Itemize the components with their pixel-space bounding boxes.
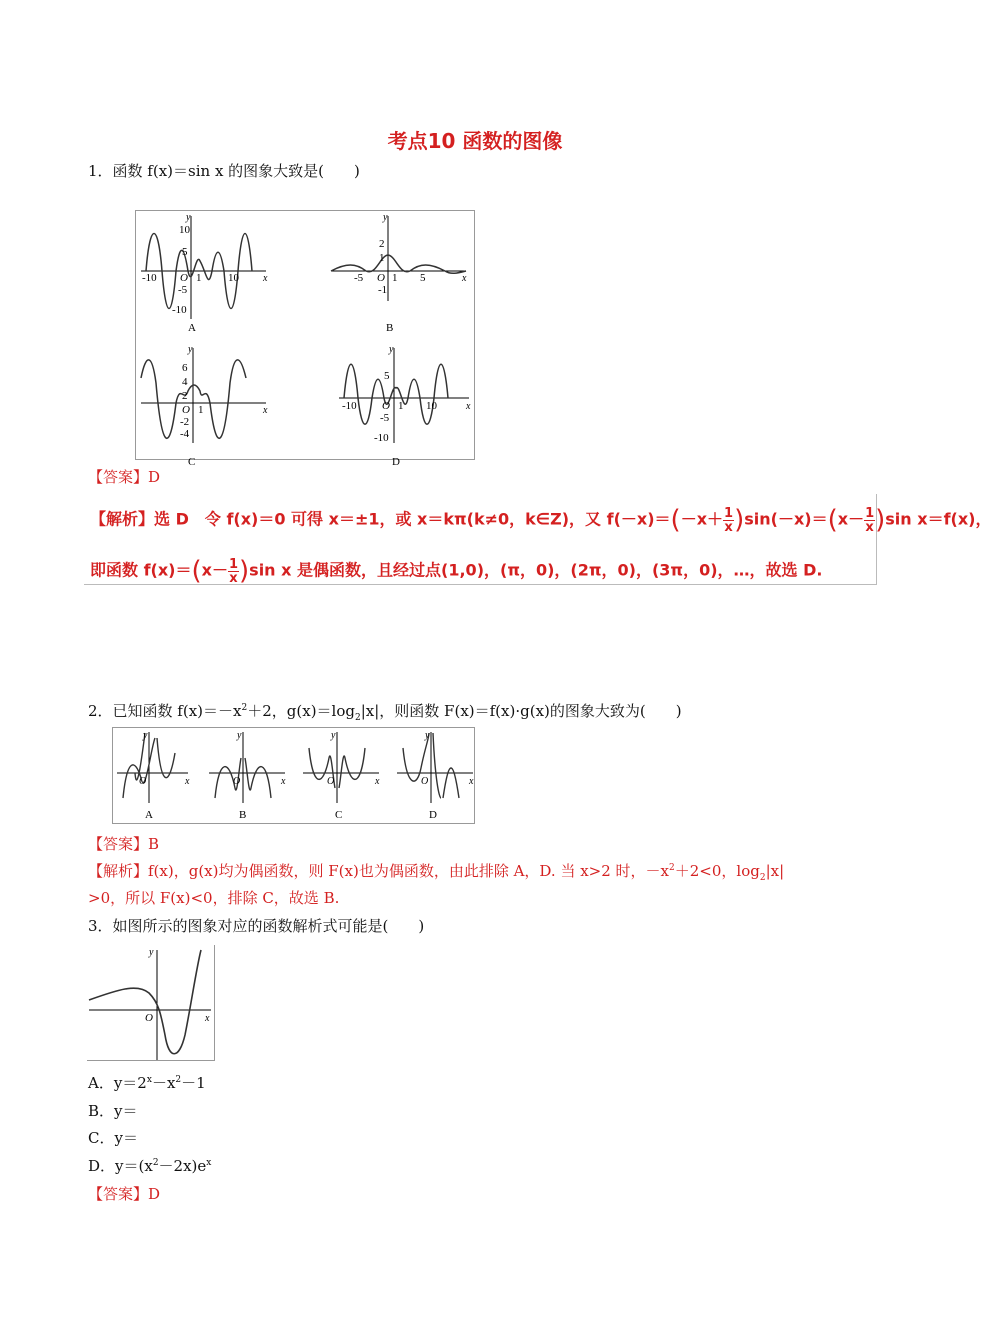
q2-options-figure — [112, 727, 475, 824]
svg-text:O: O — [145, 1012, 153, 1024]
question-1-text: 1．函数 f(x)＝sin x 的图象大致是( ) — [88, 162, 360, 180]
svg-text:6: 6 — [182, 362, 188, 374]
svg-text:-2: -2 — [180, 416, 190, 428]
svg-text:y: y — [425, 730, 430, 741]
svg-text:1: 1 — [392, 272, 398, 284]
q3-option-c: C．y＝ — [88, 1129, 138, 1147]
q1-graphs — [136, 211, 474, 468]
svg-text:-4: -4 — [180, 428, 190, 440]
svg-text:x: x — [466, 401, 471, 412]
svg-text:B: B — [239, 809, 247, 821]
q3-graph — [87, 945, 214, 1060]
graph2-a — [117, 730, 190, 821]
option-a-label: A — [188, 322, 196, 334]
tick-a-10: 10 — [179, 224, 190, 236]
svg-text:-5: -5 — [354, 272, 364, 284]
svg-text:-5: -5 — [178, 284, 188, 296]
q3-figure — [87, 945, 215, 1061]
q3-option-a: A．$y=2^x-x^2-1$ — [88, 1074, 206, 1092]
svg-text:1: 1 — [198, 404, 204, 416]
svg-text:O: O — [182, 404, 190, 416]
svg-text:-10: -10 — [374, 432, 389, 444]
svg-text:O: O — [180, 272, 188, 284]
svg-text:O: O — [421, 776, 429, 787]
svg-text:y: y — [186, 212, 191, 223]
q1-options-figure — [135, 210, 475, 468]
svg-text:-5: -5 — [380, 412, 390, 424]
option-c-label: C — [188, 456, 196, 468]
svg-text:1: 1 — [398, 400, 404, 412]
svg-text:-10: -10 — [342, 400, 357, 412]
svg-text:x: x — [205, 1013, 210, 1024]
graph-c — [141, 344, 268, 468]
q1-analysis-line-2: 即函数 f(x)＝(x－ $\frac{1}{x}$ )sin x 是偶函数，且经过点(1,0)，(π，0)，(2π，0)，(3π，0)，…，故选 D. — [90, 556, 823, 586]
svg-text:5: 5 — [182, 246, 188, 258]
svg-text:2: 2 — [379, 238, 385, 250]
graph2-c — [303, 730, 380, 821]
graph-a — [141, 212, 268, 334]
graph2-b — [209, 730, 286, 821]
option-b-label: B — [386, 322, 394, 334]
svg-text:x: x — [263, 405, 268, 416]
svg-text:C: C — [335, 809, 343, 821]
svg-text:2: 2 — [182, 390, 188, 402]
svg-text:y: y — [237, 730, 242, 741]
svg-text:x: x — [462, 273, 467, 284]
q2-analysis-line-1: 【解析】f(x)，g(x)均为偶函数，则 F(x)也为偶函数，由此排除 A，D. 当 x>2 时，$-x^2+2<0$，$\log_2|x|$ — [88, 862, 785, 883]
page-title: 考点10 函数的图像 — [387, 129, 563, 153]
svg-text:O: O — [382, 400, 390, 412]
svg-text:x: x — [375, 776, 380, 787]
svg-text:5: 5 — [384, 370, 390, 382]
graph-d — [339, 344, 471, 468]
question-3-text: 3．如图所示的图象对应的函数解析式可能是( ) — [88, 917, 425, 935]
svg-text:A: A — [145, 809, 153, 821]
q3-answer: 【答案】D — [88, 1185, 161, 1203]
svg-text:x: x — [185, 776, 190, 787]
svg-text:y: y — [188, 344, 193, 355]
svg-text:y: y — [149, 947, 154, 958]
svg-text:x: x — [281, 776, 286, 787]
svg-text:O: O — [327, 776, 335, 787]
svg-text:y: y — [389, 344, 394, 355]
svg-text:10: 10 — [426, 400, 437, 412]
svg-text:O: O — [233, 776, 241, 787]
svg-text:1: 1 — [196, 272, 202, 284]
graph-b — [331, 212, 467, 334]
question-2-text: 2．已知函数 $f(x)=-x^2+2$，$g(x)=\log_2|x|$，则函数 F(x)＝f(x)·g(x)的图象大致为( ) — [88, 702, 682, 723]
svg-text:y: y — [331, 730, 336, 741]
svg-text:-1: -1 — [378, 284, 388, 296]
option-d-label: D — [392, 456, 400, 468]
q2-analysis-line-2: >0，所以 F(x)<0，排除 C，故选 B. — [88, 889, 340, 907]
svg-text:y: y — [383, 212, 388, 223]
svg-text:10: 10 — [228, 272, 239, 284]
q1-answer: 【答案】D — [88, 468, 161, 486]
svg-text:D: D — [429, 809, 437, 821]
q2-graphs — [113, 728, 474, 823]
graph2-d — [397, 730, 474, 821]
q1-analysis-line-1: 【解析】选 D 令 f(x)＝0 可得 x＝±1，或 x＝kπ(k≠0，k∈Z)，又 f(－x)＝(－x＋ $\frac{1}{x}$ )sin(－x)＝(x－ $\frac{1}{x}$ )sin x＝f(x)， — [90, 505, 991, 535]
svg-text:x: x — [469, 776, 474, 787]
svg-text:y: y — [143, 730, 148, 741]
q2-answer: 【答案】B — [88, 835, 160, 853]
svg-text:O: O — [139, 776, 147, 787]
q3-option-d: D．$y=(x^2-2x)e^x$ — [88, 1157, 212, 1175]
svg-text:4: 4 — [182, 376, 188, 388]
svg-text:O: O — [377, 272, 385, 284]
svg-text:-10: -10 — [142, 272, 157, 284]
svg-text:5: 5 — [420, 272, 426, 284]
svg-text:1: 1 — [379, 252, 385, 264]
q3-option-b: B．y＝ — [88, 1102, 138, 1120]
svg-text:x: x — [263, 273, 268, 284]
svg-text:-10: -10 — [172, 304, 187, 316]
